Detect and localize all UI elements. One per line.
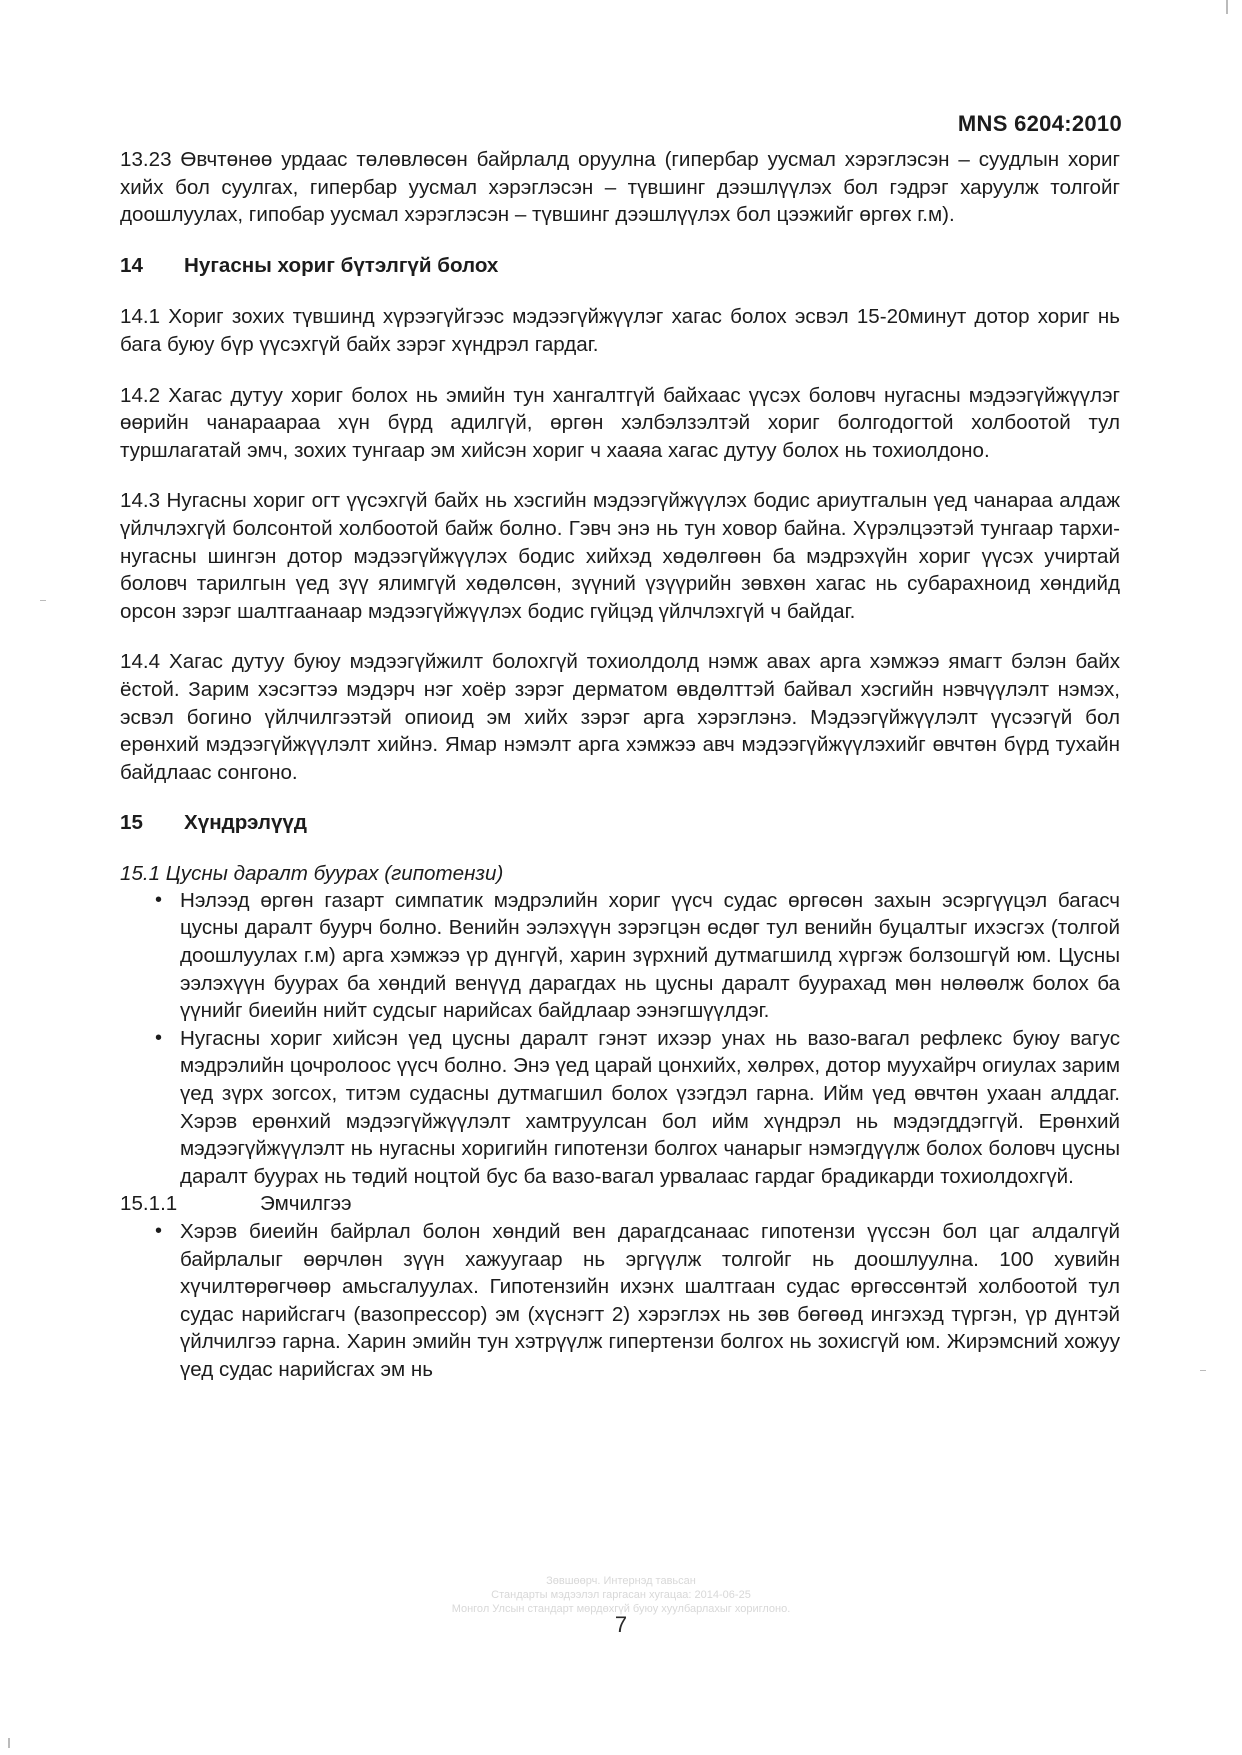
- subsection-15-1-title: 15.1 Цусны даралт буурах (гипотензи): [120, 861, 504, 885]
- section-14-heading: [120, 252, 1120, 280]
- paragraph-13-23: 13.23 Өвчтөнөө урдаас төлөвлөсөн байрлалд оруулна (гипербар уусмал хэрэглэсэн – суудлын хориг хийх бол суулгах, гипербар уусмал хэрэглэсэн – түвшинг дээшлүүлэх бол гэдрэг харуулж толгойг доошлуулах, гипобар уусмал хэрэглэсэн – түвшинг дээшлүүлэх бол цээжийг өргөх г.м).: [120, 148, 1120, 227]
- list-item: • Нэлээд өргөн газарт симпатик мэдрэлийн хориг үүсч судас өргөсөн захын эсэргүүцэл багасч цусны даралт буурч болно. Венийн ээлэхүүн зэрэгцэн өсдөг тул венийн буцалтыг ихэсгэх (толгой доошлуулах г.м) арга хэмжээ үр дүнгүй, харин зүрхний дутмагшилд хүргэж болзошгүй юм. Цусны ээлэхүүн буурах ба хөндий венүүд дарагдах нь цусны даралт буурахад мөн нөлөөлж болох ба үүнийг биеийн нийт судсыг нарийсах байдлаар ээнэгшүүлдэг.: [180, 887, 1120, 1025]
- paragraph-14-4: 14.4 Хагас дутуу буюу мэдээгүйжилт болохгүй тохиолдолд нэмж авах арга хэмжээ ямагт бэлэн байх ёстой. Зарим хэсэгтээ мэдэрч нэг хоёр зэрэг дерматом өвдөлттэй байвал хэсгийн нэвчүүлэлт нэмэх, эсвэл богино үйлчилгээтэй опиоид эм хийх зэрэг арга хэрэглэнэ. Мэдээгүйжүүлэлт үүсээгүй бол ерөнхий мэдээгүйжүүлэлт хийнэ. Ямар нэмэлт арга хэмжээ авч мэдээгүйжүүлэхийг өвчтөн бүрд тухайн байдлаас сонгоно.: [120, 650, 1120, 784]
- scan-artifact-mark: [1200, 1370, 1206, 1371]
- section-15-title: Хүндрэлүүд: [184, 811, 307, 835]
- scan-artifact-mark: [1226, 0, 1228, 14]
- section-14-title: Нугасны хориг бүтэлгүй болох: [184, 253, 499, 277]
- paragraph-14-2: 14.2 Хагас дутуу хориг болох нь эмийн тун хангалтгүй байхаас үүсэх боловч нугасны мэдээгүйжүүлэг өөрийн чанараараа хүн бүрд адилгүй, өргөн хэлбэлзэлтэй хориг болгодогтой холбоотой тул туршлагатай эмч, зохих тунгаар эм хийсэн хориг ч хааяа хагас дутуу болох нь тохиолдоно.: [120, 383, 1120, 462]
- list-item: • Нугасны хориг хийсэн үед цусны даралт гэнэт ихээр унах нь вазо-вагал рефлекс буюу вагус мэдрэлийн цочролоос үүсч болно. Энэ үед царай цонхийх, хөлрөх, дотор муухайрч огиулах зарим үед зүрх зогсох, титэм судасны дутмагшил болох үзэгдэл гарна. Ийм үед өвчтөн ухаан алддаг. Хэрэв ерөнхий мэдээгүйжүүлэлт хамтруулсан бол ийм хүндрэл нь мэдэгддэггүй. Ерөнхий мэдээгүйжүүлэлт нь нугасны хоригийн гипотензи болгох чанарыг нэмэгдүүлж болох боловч цусны даралт буурах нь төдий ноцтой бус ба вазо-вагал урвалаас гардаг брадикарди тохиолдохгүй.: [180, 1025, 1120, 1191]
- section-15-heading: [120, 809, 1120, 837]
- section-14-number: 14: [120, 253, 143, 277]
- scan-artifact-mark: [8, 1738, 10, 1748]
- paragraph-14-1: 14.1 Хориг зохих түвшинд хүрээгүйгээс мэдээгүйжүүлэг хагас болох эсвэл 15-20минут дотор хориг нь бага буюу бүр үүсэхгүй байх зэрэг хүндрэл гардаг.: [120, 305, 1120, 356]
- watermark-footer: [0, 1574, 1242, 1616]
- bullet-list-15-1-1: [120, 1218, 1120, 1384]
- bullet-list-15-1: [120, 887, 1120, 1191]
- scan-artifact-mark: [40, 600, 46, 601]
- watermark-line: Зөвшөөрч. Интернэд тавьсан: [546, 1575, 696, 1587]
- page-number: 7: [614, 1612, 628, 1637]
- document-body: [120, 146, 1120, 1384]
- subsection-15-1-1-title: Эмчилгээ: [260, 1192, 352, 1216]
- section-15-number: 15: [120, 811, 143, 835]
- subsection-15-1-1-heading: [120, 1190, 1120, 1218]
- list-item: • Хэрэв биеийн байрлал болон хөндий вен дарагдсанаас гипотензи үүссэн бол цаг алдалгүй байрлалыг өөрчлөн зүүн хажуугаар нь эргүүлж толгойг нь доошлуулна. 100 хувийн хүчилтөрөгчөөр амьсгалуулах. Гипотензийн ихэнх шалтгаан судас өргөссөнтэй холбоотой тул судас нарийсгагч (вазопрессор) эм (хүснэгт 2) хэрэглэх нь зөв бөгөөд ингэхэд түргэн, үр дүнтэй үйлчилгээ гарна. Харин эмийн тун хэтрүүлж гипертензи болгох нь зохисгүй юм. Жирэмсний хожуу үед судас нарийсгах эм нь: [180, 1218, 1120, 1384]
- watermark-line: Стандарты мэдээлэл гаргасан хугацаа: 2014-06-25: [491, 1589, 751, 1601]
- subsection-15-1-1-number: 15.1.1: [120, 1192, 178, 1216]
- document-code: MNS 6204:2010: [957, 111, 1122, 136]
- watermark-line: Монгол Улсын стандарт мөрдөхгүй буюу хуулбарлахыг хориглоно.: [451, 1603, 791, 1615]
- paragraph-14-3: 14.3 Нугасны хориг огт үүсэхгүй байх нь хэсгийн мэдээгүйжүүлэх бодис ариутгалын үед чанараа алдаж үйлчлэхгүй болсонтой холбоотой байж болно. Гэвч энэ нь тун ховор байна. Хүрэлцээтэй тунгаар тархи-нугасны шингэн дотор мэдээгүйжүүлэх бодис хийхэд хөдөлгөөн ба мэдрэхүйн хориг үүсэх учиртай боловч тарилгын үед зүү ялимгүй хөдөлсөн, зүүний үзүүрийн зөвхөн хагас нь субарахноид хөндийд орсон зэрэг шалтгаанаар мэдээгүйжүүлэх бодис гүйцэд үйлчлэхгүй ч байдаг.: [120, 489, 1120, 623]
